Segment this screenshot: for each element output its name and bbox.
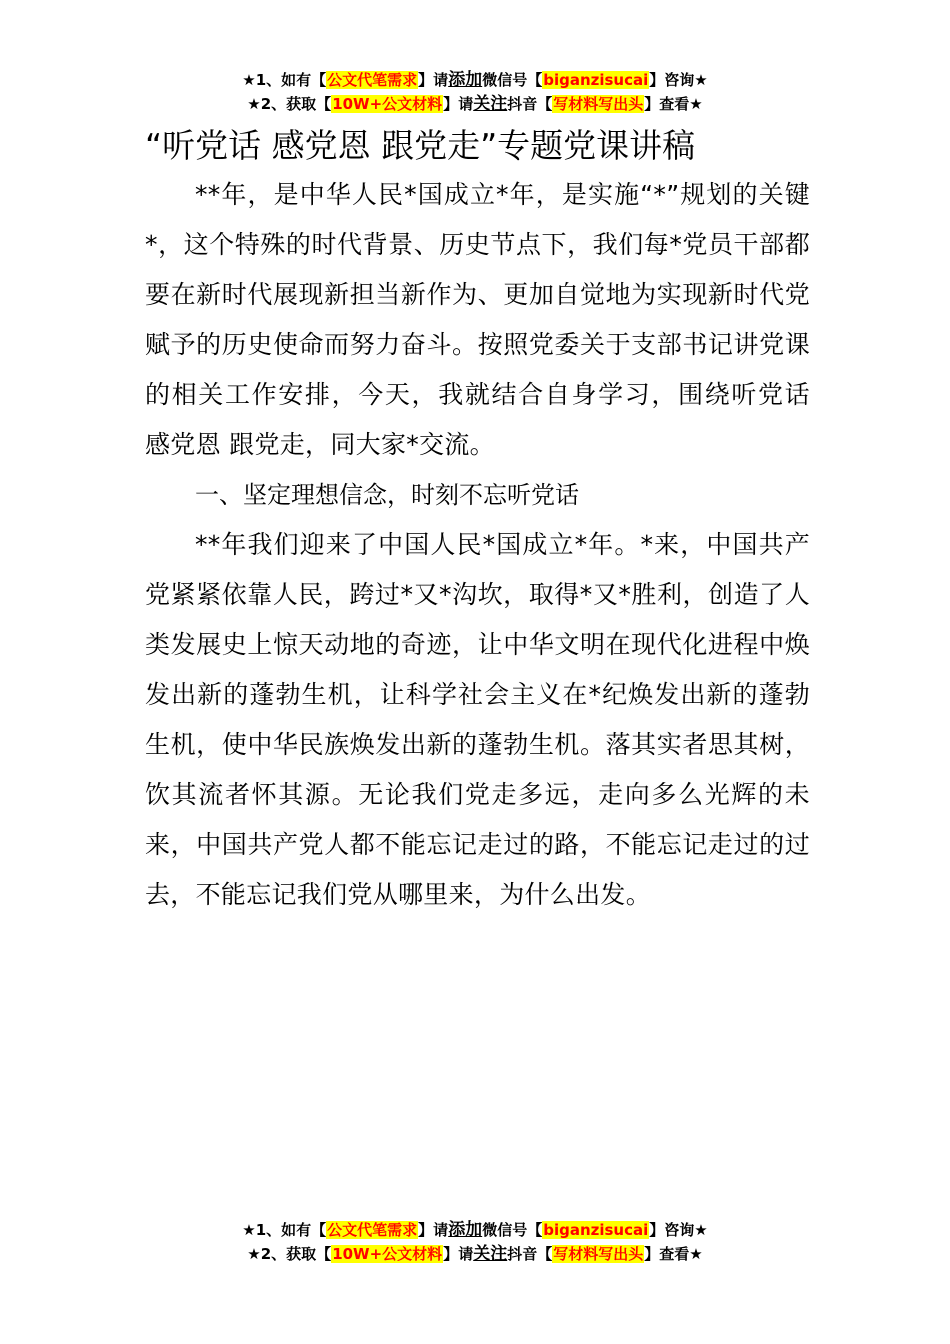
highlight-service: 公文代笔需求 xyxy=(327,71,418,89)
underlined-text: 关注 xyxy=(473,1244,508,1264)
document-body xyxy=(145,122,810,920)
footer-banner xyxy=(0,1218,950,1266)
banner-line-2 xyxy=(0,92,950,116)
banner-text: 】请 xyxy=(443,95,474,113)
banner-text: 抖音【 xyxy=(507,1245,553,1263)
underlined-text: 添加 xyxy=(448,70,483,90)
banner-text: ★2、获取【 xyxy=(247,1245,332,1263)
banner-text: 】请 xyxy=(443,1245,474,1263)
paragraph-intro: **年，是中华人民*国成立*年，是实施“*”规划的关键*，这个特殊的时代背景、历史节点下，我们每*党员干部都要在新时代展现新担当新作为、更加自觉地为实现新时代党赋予的历史使命而努力奋斗。按照党委关于支部书记讲党课的相关工作安排，今天，我就结合自身学习，围绕听党话 感党恩 跟党走，同大家*交流。 xyxy=(145,180,810,459)
highlight-douyin: 写材料写出头 xyxy=(553,95,644,113)
header-banner xyxy=(0,68,950,116)
banner-text: 】咨询★ xyxy=(649,1221,708,1239)
banner-text: ★1、如有【 xyxy=(242,1221,327,1239)
banner-text: 】请 xyxy=(418,1221,449,1239)
banner-text: 抖音【 xyxy=(507,95,553,113)
highlight-douyin: 写材料写出头 xyxy=(553,1245,644,1263)
banner-text: ★2、获取【 xyxy=(247,95,332,113)
banner-line-1 xyxy=(0,1218,950,1242)
underlined-text: 关注 xyxy=(473,94,508,114)
banner-line-1 xyxy=(0,68,950,92)
banner-text: 】请 xyxy=(418,71,449,89)
highlight-wechat-id: biganzisucai xyxy=(543,1221,649,1239)
banner-text: ★1、如有【 xyxy=(242,71,327,89)
banner-text: 】咨询★ xyxy=(649,71,708,89)
highlight-wechat-id: biganzisucai xyxy=(543,71,649,89)
underlined-text: 添加 xyxy=(448,1220,483,1240)
highlight-service: 公文代笔需求 xyxy=(327,1221,418,1239)
paragraph-section-1: **年我们迎来了中国人民*国成立*年。*来，中国共产党紧紧依靠人民，跨过*又*沟坎，取得*又*胜利，创造了人类发展史上惊天动地的奇迹，让中华文明在现代化进程中焕发出新的蓬勃生机，让科学社会主义在*纪焕发出新的蓬勃生机，使中华民族焕发出新的蓬勃生机。落其实者思其树，饮其流者怀其源。无论我们党走多远，走向多么光辉的未来，中国共产党人都不能忘记走过的路，不能忘记走过的过去，不能忘记我们党从哪里来，为什么出发。 xyxy=(145,530,810,909)
banner-text: 微信号【 xyxy=(482,1221,543,1239)
highlight-materials: 10W+公文材料 xyxy=(332,1245,443,1263)
document-title: “听党话 感党恩 跟党走”专题党课讲稿 xyxy=(145,126,696,165)
banner-text: 】查看★ xyxy=(644,95,703,113)
banner-text: 微信号【 xyxy=(482,71,543,89)
highlight-materials: 10W+公文材料 xyxy=(332,95,443,113)
banner-text: 】查看★ xyxy=(644,1245,703,1263)
section-heading-1: 一、坚定理想信念，时刻不忘听党话 xyxy=(195,481,579,509)
banner-line-2 xyxy=(0,1242,950,1266)
